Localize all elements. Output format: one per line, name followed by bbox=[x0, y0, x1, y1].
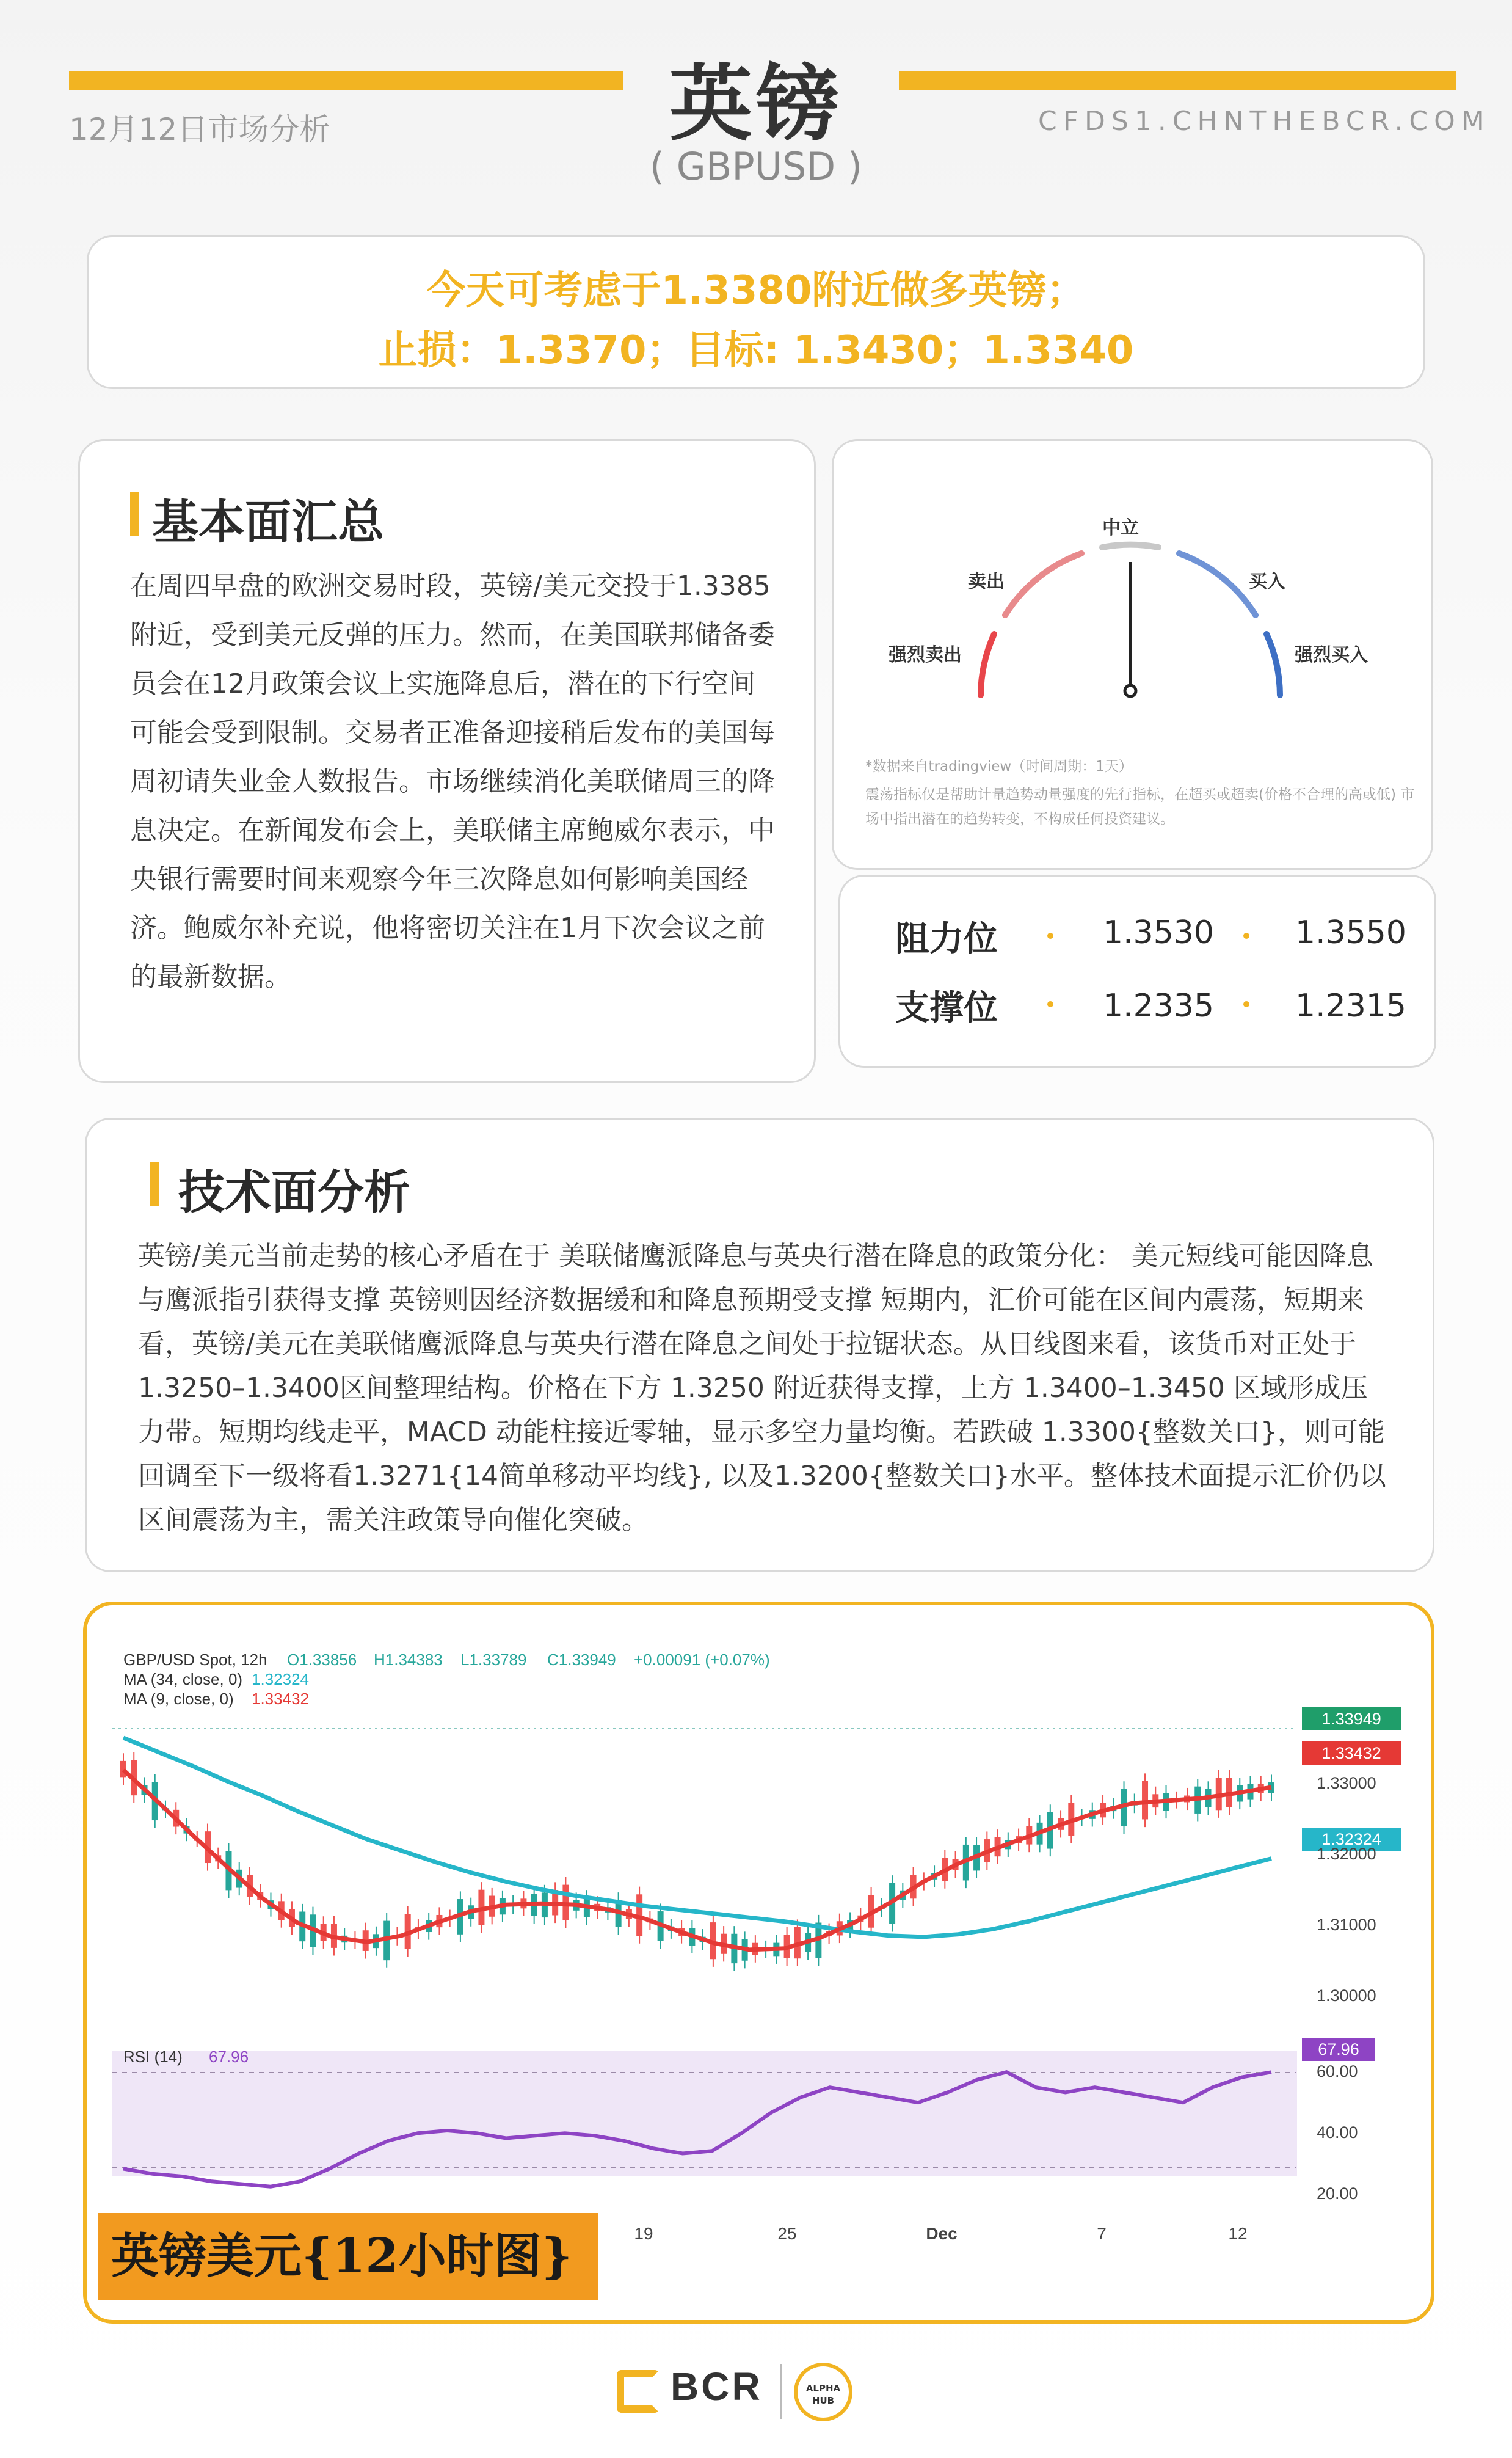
sentiment-gauge bbox=[834, 441, 1435, 759]
legend-symbol: GBP/USD Spot, 12h bbox=[123, 1650, 267, 1669]
header-date: 12月12日市场分析 bbox=[69, 112, 330, 147]
price-chart bbox=[87, 1605, 1431, 2320]
gauge-pivot bbox=[1125, 685, 1136, 696]
alpha-hub-icon: ALPHA HUB bbox=[794, 2363, 852, 2421]
bullet-dot bbox=[1243, 1001, 1249, 1007]
support-label: 支撑位 bbox=[895, 988, 998, 1028]
chart-caption: 英镑美元{12小时图} bbox=[111, 2228, 572, 2284]
stop-target-line: 止损：1.3370；目标: 1.3430；1.3340 bbox=[378, 328, 1134, 373]
gauge-arc-neutral bbox=[1102, 545, 1158, 547]
header-site-link[interactable]: CFDS1.CHNTHEBCR.COM bbox=[1038, 106, 1491, 137]
bullet-dot bbox=[1047, 933, 1053, 939]
trade-summary-card bbox=[87, 235, 1425, 389]
rsi-tick: 60.00 bbox=[1317, 2062, 1358, 2081]
gauge-label-sell: 卖出 bbox=[968, 571, 1005, 593]
logo-mark-icon bbox=[617, 2370, 660, 2413]
legend-ma9-label: MA (9, close, 0) bbox=[123, 1690, 234, 1708]
resistance-label: 阻力位 bbox=[895, 919, 998, 959]
page-title: 英镑 bbox=[669, 56, 843, 153]
gauge-label-strong-buy: 强烈买入 bbox=[1295, 644, 1368, 666]
gauge-arc-buy bbox=[1179, 553, 1256, 615]
price-tick: 1.32000 bbox=[1317, 1845, 1376, 1863]
key-levels-card bbox=[838, 875, 1436, 1068]
bcr-logo bbox=[617, 2358, 898, 2431]
technical-text: 英镑/美元当前走势的核心矛盾在于 美联储鹰派降息与英央行潜在降息的政策分化： 美元短线可能因降息与鹰派指引获得支撑 英镑则因经济数据缓和和降息预期受支撑 短期内，汇价可能在区间内震荡，短期来看，英镑/美元在美联储鹰派降息与英央行潜在降息之间处于拉锯状态。从日线图来看，该货币对正处于 1.3250–1.3400区间整理结构。价格在下方 1.3250 附近获得支撑，上方 1.3400–1.3450 区域形成压力带。短期均线走平，MACD 动能柱接近零轴，显示多空力量均衡。若跌破 1.3300{整数关口}，则可能回调至下一级将看1.3271{14简单移动平均线}, 以及1.3200{整数关口}水平。整体技术面提示汇价仍以区间震荡为主，需关注政策导向催化突破。 bbox=[138, 1241, 1386, 1536]
gauge-arc-strong-sell bbox=[981, 634, 994, 695]
ma34-badge-text: 1.32324 bbox=[1321, 1830, 1381, 1848]
gauge-arc-strong-buy bbox=[1267, 634, 1280, 695]
technical-card bbox=[85, 1118, 1434, 1572]
rsi-badge-text: 67.96 bbox=[1318, 2040, 1359, 2059]
legend-low: L1.33789 bbox=[460, 1650, 527, 1669]
bullet-dot bbox=[1047, 1001, 1053, 1007]
support-value-1: 1.2335 bbox=[1103, 988, 1214, 1024]
price-tick: 1.33000 bbox=[1317, 1774, 1376, 1792]
x-tick: 19 bbox=[634, 2224, 653, 2243]
page-subtitle: ( GBPUSD ) bbox=[649, 144, 863, 189]
price-tick: 1.30000 bbox=[1317, 1986, 1376, 2005]
x-tick: Dec bbox=[926, 2224, 958, 2243]
x-tick: 12 bbox=[1228, 2224, 1248, 2243]
section-accent-bar bbox=[130, 492, 139, 536]
gauge-arc-sell bbox=[1005, 553, 1081, 615]
sentiment-gauge-card bbox=[832, 439, 1433, 870]
legend-change: +0.00091 (+0.07%) bbox=[634, 1650, 770, 1669]
logo-wordmark: BCR bbox=[671, 2365, 763, 2409]
gauge-source-note: *数据来自tradingview（时间周期：1天） bbox=[865, 759, 1133, 775]
fundamentals-title: 基本面汇总 bbox=[152, 495, 384, 549]
fundamentals-text: 在周四早盘的欧洲交易时段，英镑/美元交投于1.3385附近，受到美元反弹的压力。然而，在美国联邦储备委员会在12月政策会议上实施降息后，潜在的下行空间可能会受到限制。交易者正准备迎接稍后发布的美国每周初请失业金人数报告。市场继续消化美联储周三的降息决定。在新闻发布会上，美联储主席鲍威尔表示，中央银行需要时间来观察今年三次降息如何影响美国经济。鲍威尔补充说，他将密切关注在1月下次会议之前的最新数据。 bbox=[130, 571, 775, 993]
technical-title: 技术面分析 bbox=[178, 1165, 410, 1219]
trade-idea-line: 今天可考虑于1.3380附近做多英镑； bbox=[426, 268, 1086, 313]
legend-rsi-label: RSI (14) bbox=[123, 2048, 183, 2066]
logo-divider bbox=[780, 2364, 782, 2419]
gauge-label-neutral: 中立 bbox=[1102, 517, 1139, 539]
fundamentals-card bbox=[78, 439, 816, 1083]
price-chart-card bbox=[83, 1602, 1434, 2324]
gauge-label-strong-sell: 强烈卖出 bbox=[889, 644, 962, 666]
resistance-value-2: 1.3550 bbox=[1295, 914, 1406, 951]
gauge-disclaimer: 震荡指标仅是帮助计量趋势动量强度的先行指标，在超买或超卖(价格不合理的高或低) 市场中指出潜在的趋势转变，不构成任何投资建议。 bbox=[865, 787, 1415, 827]
last-price-badge-text: 1.33949 bbox=[1321, 1710, 1381, 1728]
legend-rsi-value: 67.96 bbox=[209, 2048, 249, 2066]
rsi-tick: 20.00 bbox=[1317, 2184, 1358, 2203]
support-value-2: 1.2315 bbox=[1295, 988, 1406, 1024]
legend-ma34-value: 1.32324 bbox=[252, 1670, 309, 1688]
rsi-tick: 40.00 bbox=[1317, 2123, 1358, 2142]
legend-ma9-value: 1.33432 bbox=[252, 1690, 309, 1708]
legend-high: H1.34383 bbox=[374, 1650, 443, 1669]
section-accent-bar bbox=[150, 1162, 159, 1206]
ma9-badge-text: 1.33432 bbox=[1321, 1744, 1381, 1762]
legend-open: O1.33856 bbox=[287, 1650, 357, 1669]
gauge-label-buy: 买入 bbox=[1249, 571, 1285, 593]
rsi-band bbox=[112, 2051, 1297, 2176]
resistance-value-1: 1.3530 bbox=[1103, 914, 1214, 951]
legend-close: C1.33949 bbox=[547, 1650, 616, 1669]
x-tick: 7 bbox=[1097, 2224, 1107, 2243]
bullet-dot bbox=[1243, 933, 1249, 939]
price-tick: 1.31000 bbox=[1317, 1916, 1376, 1934]
x-tick: 25 bbox=[777, 2224, 797, 2243]
legend-ma34-label: MA (34, close, 0) bbox=[123, 1670, 243, 1688]
